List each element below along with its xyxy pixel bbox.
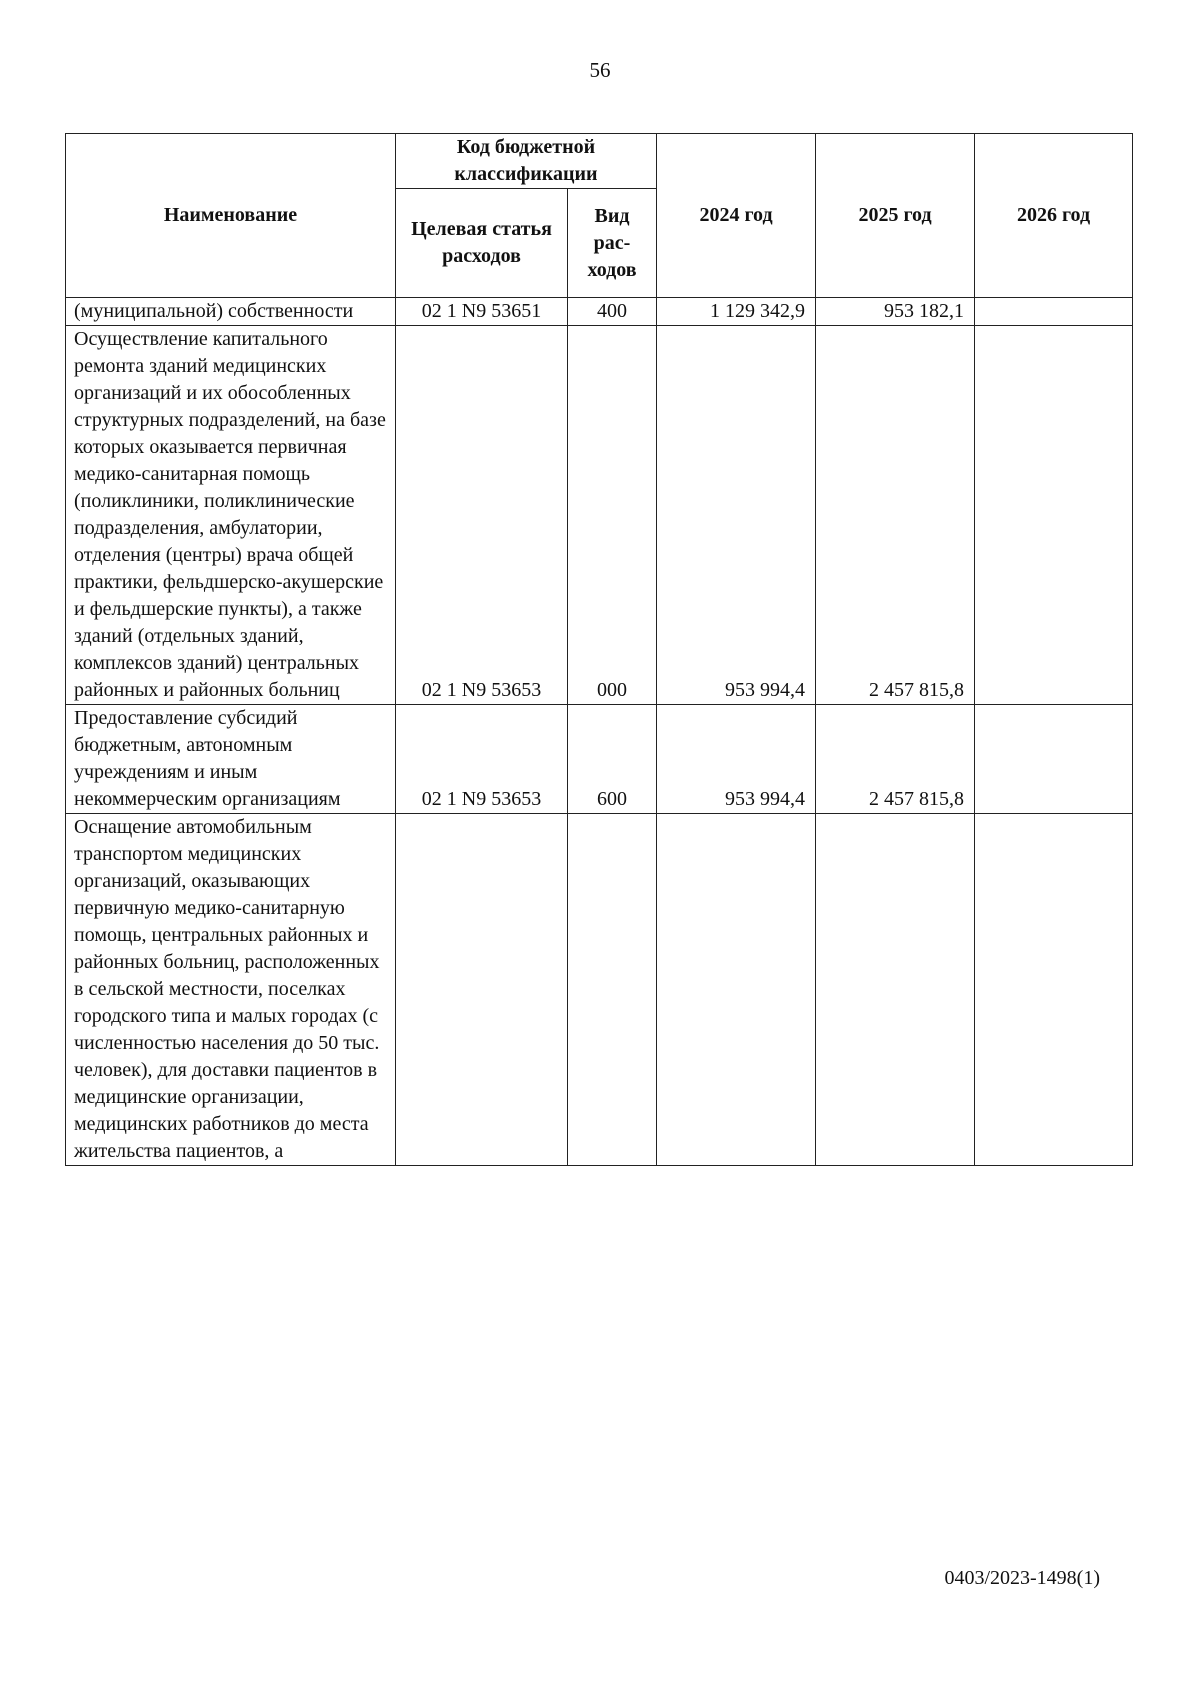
row-value-2026 bbox=[975, 814, 1133, 1166]
row-value-2024: 953 994,4 bbox=[657, 326, 816, 705]
header-expense-type-line1: Вид bbox=[594, 204, 630, 227]
header-expense-type-line2: рас- bbox=[593, 231, 631, 254]
row-name: Оснащение автомобильным транспортом медицинских организаций, оказывающих первичную медико-санитарную помощь, центральных районных и районных больниц, расположенных в сельской местности, поселках городского типа и малых городах (с численностью населения до 50 тыс. человек), для доставки пациентов в медицинские организации, медицинских работников до места жительства пациентов, а bbox=[66, 814, 396, 1166]
budget-table bbox=[65, 133, 1133, 1166]
row-name: Предоставление субсидий бюджетным, автономным учреждениям и иным некоммерческим организациям bbox=[66, 705, 396, 814]
row-name: (муниципальной) собственности bbox=[66, 298, 396, 326]
header-year-2026: 2026 год bbox=[975, 134, 1133, 298]
row-target-article: 02 1 N9 53653 bbox=[396, 705, 568, 814]
header-expense-type-line3: ходов bbox=[587, 258, 637, 281]
row-value-2024: 953 994,4 bbox=[657, 705, 816, 814]
table-row bbox=[66, 814, 1133, 1166]
row-value-2026 bbox=[975, 705, 1133, 814]
table-row bbox=[66, 298, 1133, 326]
page-number: 56 bbox=[589, 58, 611, 82]
row-value-2025: 2 457 815,8 bbox=[816, 326, 975, 705]
table-row bbox=[66, 705, 1133, 814]
header-year-2025: 2025 год bbox=[816, 134, 975, 298]
row-value-2025: 2 457 815,8 bbox=[816, 705, 975, 814]
row-value-2024 bbox=[657, 814, 816, 1166]
header-expense-type bbox=[568, 189, 657, 298]
document-code: 0403/2023-1498(1) bbox=[944, 1567, 1100, 1589]
row-target-article bbox=[396, 814, 568, 1166]
header-budget-code: Код бюджетной классификации bbox=[396, 134, 657, 189]
row-expense-type: 600 bbox=[568, 705, 657, 814]
row-value-2026 bbox=[975, 326, 1133, 705]
row-expense-type: 000 bbox=[568, 326, 657, 705]
row-target-article: 02 1 N9 53653 bbox=[396, 326, 568, 705]
row-expense-type bbox=[568, 814, 657, 1166]
row-value-2025 bbox=[816, 814, 975, 1166]
row-value-2025: 953 182,1 bbox=[816, 298, 975, 326]
row-value-2026 bbox=[975, 298, 1133, 326]
row-value-2024: 1 129 342,9 bbox=[657, 298, 816, 326]
row-target-article: 02 1 N9 53651 bbox=[396, 298, 568, 326]
header-target-article: Целевая статья расходов bbox=[396, 189, 568, 298]
table-row bbox=[66, 326, 1133, 705]
row-name: Осуществление капитального ремонта зданий медицинских организаций и их обособленных структурных подразделений, на базе которых оказывается первичная медико-санитарная помощь (поликлиники, поликлинические подразделения, амбулатории, отделения (центры) врача общей практики, фельдшерско-акушерские и фельдшерские пункты), а также зданий (отдельных зданий, комплексов зданий) центральных районных и районных больниц bbox=[66, 326, 396, 705]
header-year-2024: 2024 год bbox=[657, 134, 816, 298]
header-name: Наименование bbox=[66, 134, 396, 298]
row-expense-type: 400 bbox=[568, 298, 657, 326]
